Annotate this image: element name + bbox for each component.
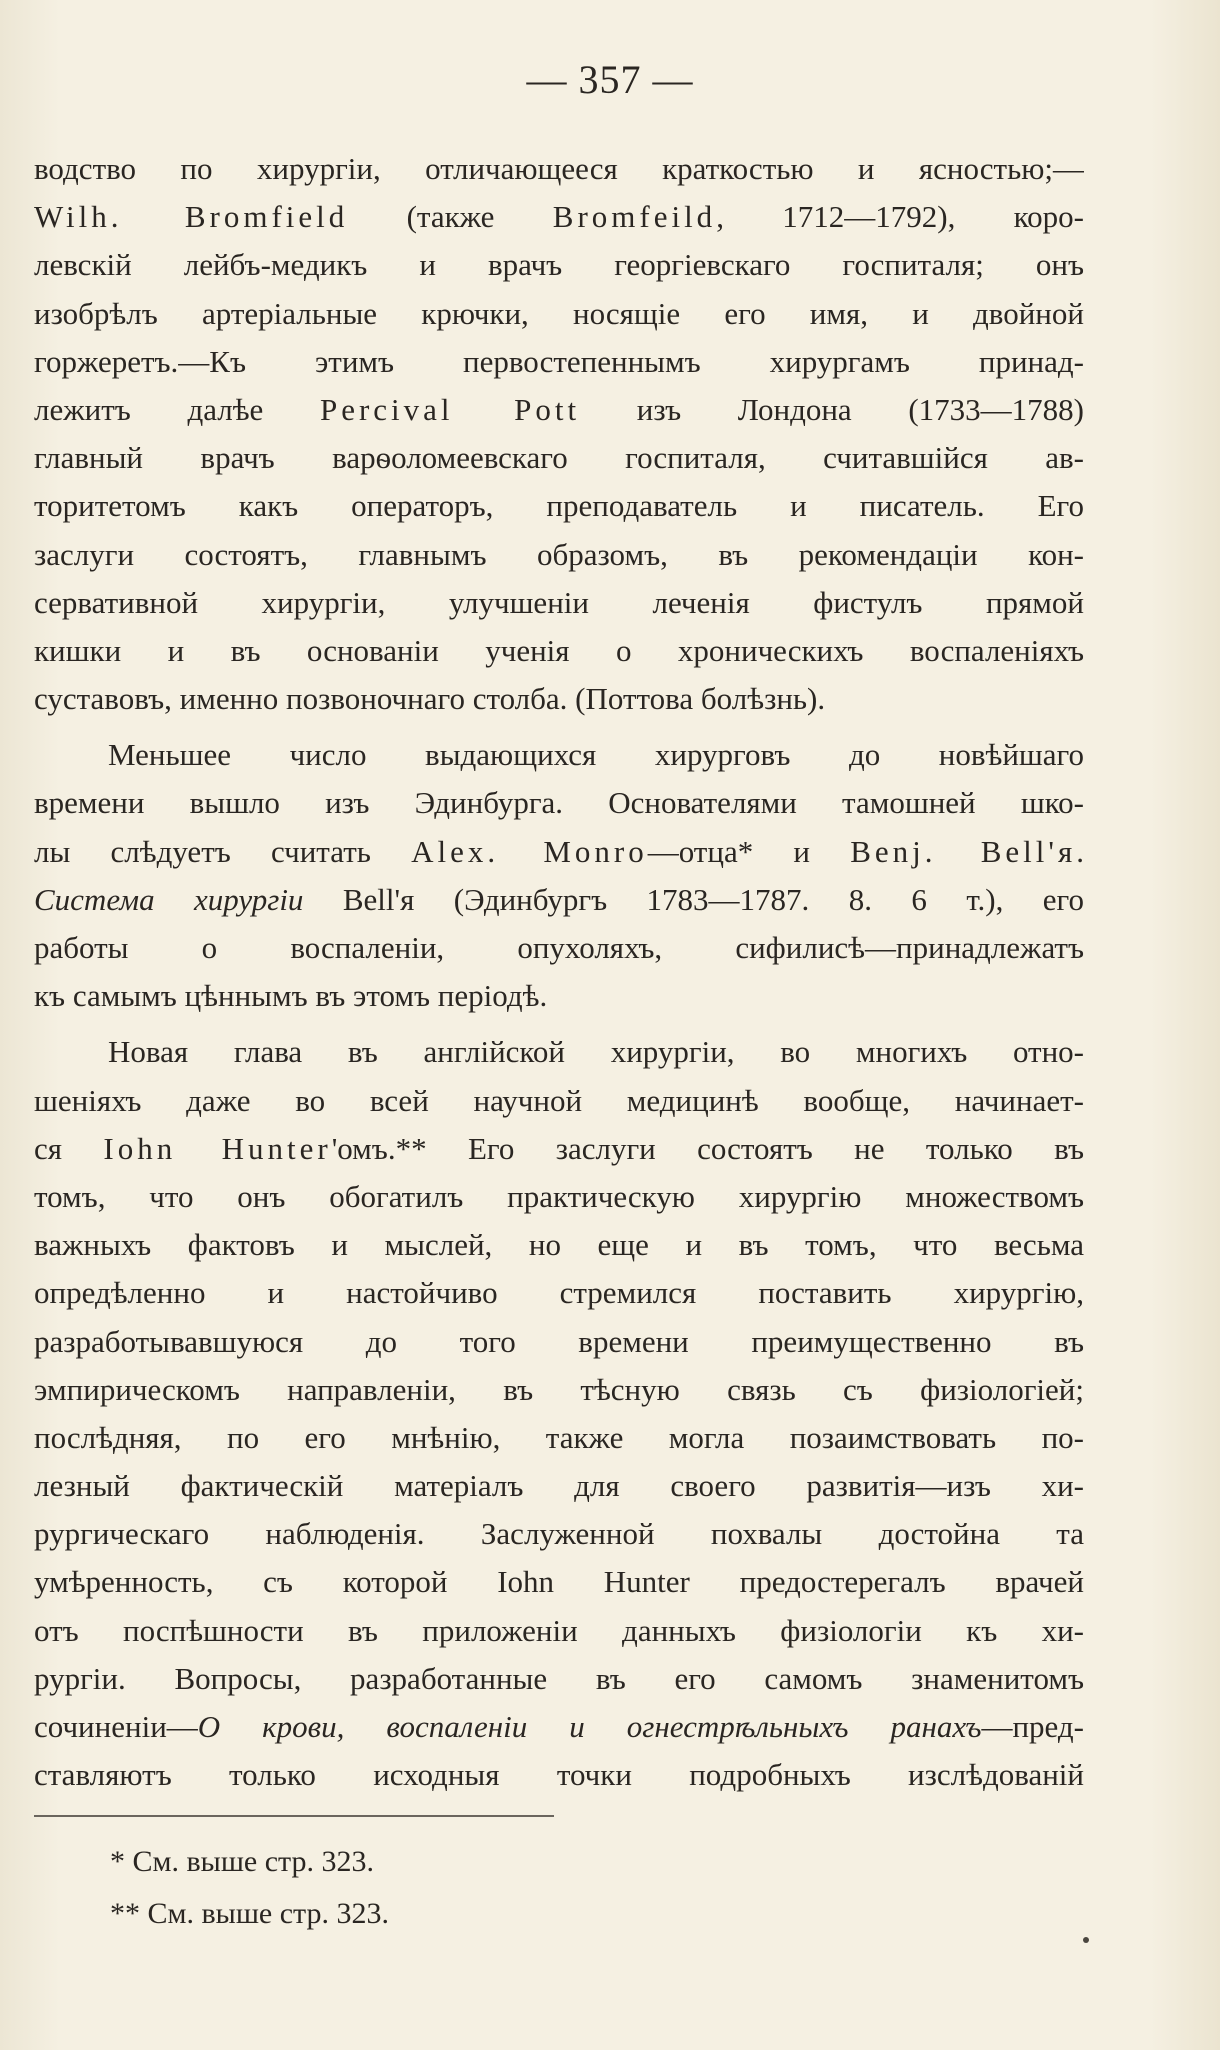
- text-line: Новая глава въ англійской хирургіи, во многихъ отно-: [108, 1034, 1084, 1070]
- text-line: сервативной хирургіи, улучшеніи леченія фистулъ прямой: [34, 584, 1084, 620]
- person-name: Benj. Bell'я: [850, 833, 1077, 869]
- ink-speck: [1083, 1937, 1089, 1943]
- person-name: Percival Pott: [319, 391, 581, 427]
- text-line: ся Iohn Hunter'омъ.** Его заслуги состоятъ не только въ: [34, 1130, 1084, 1166]
- text-line: работы о воспаленіи, опухоляхъ, сифилисѣ—принадлежатъ: [34, 930, 1084, 965]
- person-name: Wilh. Bromfield: [34, 199, 349, 235]
- book-title: Система хирургіи: [34, 881, 304, 917]
- text-line: лезный фактическій матеріалъ для своего развитія—изъ хи-: [34, 1468, 1084, 1504]
- text-line: шеніяхъ даже во всей научной медицинѣ вообще, начинает-: [34, 1082, 1084, 1118]
- person-name: Bromfeild: [552, 199, 717, 235]
- person-name: Alex. Monro: [411, 833, 648, 869]
- text-line: главный врачъ варѳоломеевскаго госпиталя, считавшійся ав-: [34, 440, 1084, 476]
- text-line: горжеретъ.—Къ этимъ первостепеннымъ хирургамъ принад-: [34, 343, 1084, 379]
- text-line: послѣдняя, по его мнѣнію, также могла позаимствовать по-: [34, 1419, 1084, 1455]
- text-line: времени вышло изъ Эдинбурга. Основателями тамошней шко-: [34, 785, 1084, 821]
- text-line: водство по хирургіи, отличающееся краткостью и ясностью;—: [34, 151, 1084, 186]
- text-line: лы слѣдуетъ считать Alex. Monro—отца* и Benj. Bell'я.: [34, 833, 1084, 869]
- footnote-divider: [34, 1815, 554, 1817]
- body-text: [34, 145, 1084, 1799]
- footnote: ** См. выше стр. 323.: [110, 1897, 390, 1930]
- text-line: Система хирургіи Bell'я (Эдинбургъ 1783—1787. 8. 6 т.), его: [34, 881, 1084, 917]
- person-name: Iohn Hunter: [103, 1130, 332, 1166]
- text-line: умѣренность, съ которой Iohn Hunter предостерегалъ врачей: [34, 1564, 1084, 1600]
- text-line: отъ поспѣшности въ приложеніи данныхъ физіологіи къ хи-: [34, 1612, 1084, 1648]
- footnote: * См. выше стр. 323.: [110, 1845, 375, 1878]
- book-title: О крови, воспаленіи и огнестрѣльныхъ ранахъ: [197, 1709, 982, 1744]
- text-line: ставляютъ только исходныя точки подробныхъ изслѣдованій: [34, 1757, 1084, 1793]
- page-number: — 357 —: [526, 57, 694, 102]
- text-line: эмпирическомъ направленіи, въ тѣсную связь съ физіологіей;: [34, 1371, 1084, 1407]
- text-line: торитетомъ какъ операторъ, преподаватель и писатель. Его: [34, 488, 1084, 524]
- text-line: изобрѣлъ артеріальные крючки, носящіе его имя, и двойной: [34, 295, 1084, 331]
- text-line: разработывавшуюся до того времени преимущественно въ: [34, 1323, 1084, 1359]
- text-line: левскій лейбъ-медикъ и врачъ георгіевскаго госпиталя; онъ: [34, 247, 1084, 283]
- footnotes: [110, 1836, 389, 1940]
- text-line: заслуги состоятъ, главнымъ образомъ, въ рекомендаціи кон-: [34, 536, 1084, 572]
- text-line: Wilh. Bromfield (также Bromfeild, 1712—1792), коро-: [34, 199, 1084, 235]
- text-line: важныхъ фактовъ и мыслей, но еще и въ томъ, что весьма: [34, 1227, 1084, 1263]
- text-line: опредѣленно и настойчиво стремился поставить хирургію,: [34, 1275, 1084, 1311]
- text-line: кишки и въ основаніи ученія о хроническихъ воспаленіяхъ: [34, 632, 1084, 668]
- text-line: Меньшее число выдающихся хирурговъ до новѣйшаго: [108, 737, 1084, 773]
- text-line: томъ, что онъ обогатилъ практическую хирургію множествомъ: [34, 1178, 1084, 1214]
- text-line: рургіи. Вопросы, разработанные въ его самомъ знаменитомъ: [34, 1660, 1084, 1696]
- text-line: суставовъ, именно позвоночнаго столба. (Поттова болѣзнь).: [34, 681, 826, 717]
- text-line: лежитъ далѣе Percival Pott изъ Лондона (1733—1788): [34, 391, 1084, 427]
- text-line: сочиненіи—О крови, воспаленіи и огнестрѣльныхъ ранахъ—пред-: [34, 1709, 1084, 1744]
- text-line: къ самымъ цѣннымъ въ этомъ періодѣ.: [34, 978, 548, 1014]
- text-line: рургическаго наблюденія. Заслуженной похвалы достойна та: [34, 1516, 1084, 1552]
